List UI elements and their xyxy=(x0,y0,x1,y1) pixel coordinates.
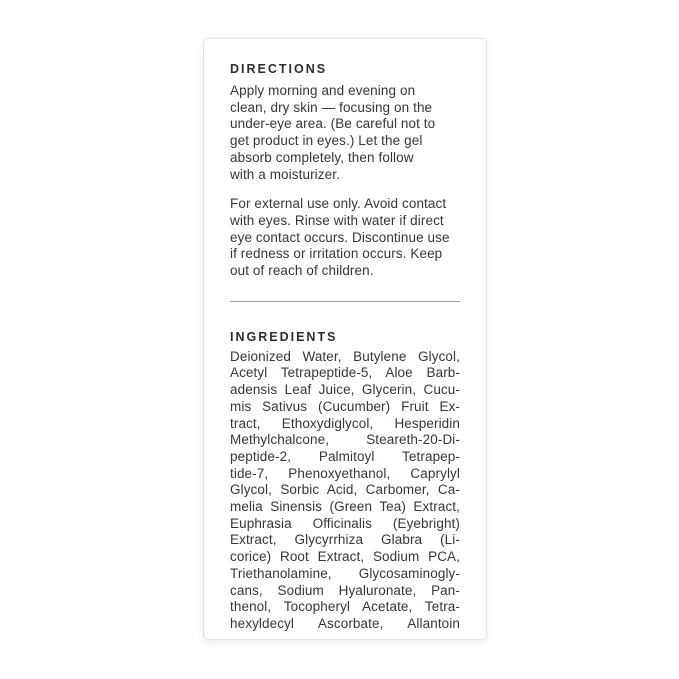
text-line: Triethanolamine, Glycosaminogly- xyxy=(230,565,460,581)
text-line: Deionized Water, Butylene Glycol, xyxy=(230,348,460,364)
text-line: with eyes. Rinse with water if direct xyxy=(230,212,444,228)
text-line: with a moisturizer. xyxy=(230,166,340,182)
directions-warning-text xyxy=(230,196,460,280)
text-line: cans, Sodium Hyaluronate, Pan- xyxy=(230,582,460,598)
section-divider xyxy=(230,301,460,302)
text-line: under-eye area. (Be careful not to xyxy=(230,116,436,132)
directions-usage-text xyxy=(230,83,460,183)
text-line: Acetyl Tetrapeptide-5, Aloe Barb- xyxy=(230,365,460,381)
text-line: mis Sativus (Cucumber) Fruit Ex- xyxy=(230,398,460,414)
text-line: absorb completely, then follow xyxy=(230,149,414,165)
text-line: tract, Ethoxydiglycol, Hesperidin xyxy=(230,415,460,431)
text-line: clean, dry skin — focusing on the xyxy=(230,99,433,115)
text-line: if redness or irritation occurs. Keep xyxy=(230,246,443,262)
text-line: eye contact occurs. Discontinue use xyxy=(230,229,450,245)
text-line: Glycol, Sorbic Acid, Carbomer, Ca- xyxy=(230,482,460,498)
text-line: For external use only. Avoid contact xyxy=(230,196,447,212)
text-line: Methylchalcone, Steareth-20-Di- xyxy=(230,432,460,448)
text-line: Apply morning and evening on xyxy=(230,83,416,98)
directions-heading: DIRECTIONS xyxy=(230,62,328,76)
label-panel xyxy=(203,38,487,640)
text-line: thenol, Tocopheryl Acetate, Tetra- xyxy=(230,599,460,615)
text-line: melia Sinensis (Green Tea) Extract, xyxy=(230,499,460,515)
text-line: hexyldecyl Ascorbate, Allantoin xyxy=(230,615,460,631)
text-line: get product in eyes.) Let the gel xyxy=(230,133,423,149)
text-line: Extract, Glycyrrhiza Glabra (Li- xyxy=(230,532,460,548)
text-line: out of reach of children. xyxy=(230,263,374,279)
text-line: adensis Leaf Juice, Glycerin, Cucu- xyxy=(230,382,460,398)
ingredients-heading: INGREDIENTS xyxy=(230,329,338,344)
text-line: corice) Root Extract, Sodium PCA, xyxy=(230,549,460,565)
text-line: tide-7, Phenoxyethanol, Caprylyl xyxy=(230,465,460,481)
text-line: Euphrasia Officinalis (Eyebright) xyxy=(230,515,460,531)
ingredients-list-text xyxy=(230,349,460,633)
text-line: peptide-2, Palmitoyl Tetrapep- xyxy=(230,448,460,464)
